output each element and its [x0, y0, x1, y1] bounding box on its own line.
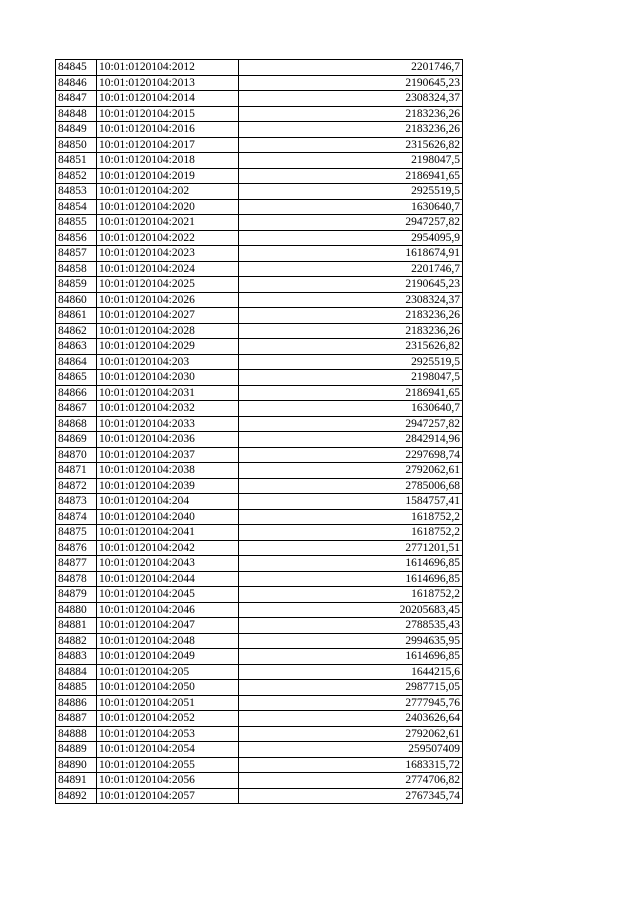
cadastral-value-cell: 2198047,5 — [239, 153, 463, 169]
table-row — [56, 75, 463, 91]
row-number-cell: 84876 — [56, 540, 97, 556]
table-row — [56, 509, 463, 525]
row-number-cell: 84871 — [56, 463, 97, 479]
cadastral-number-cell: 10:01:0120104:2023 — [97, 246, 239, 262]
cadastral-value-cell: 1630640,7 — [239, 199, 463, 215]
cadastral-number-cell: 10:01:0120104:2020 — [97, 199, 239, 215]
cadastral-number-cell: 10:01:0120104:2053 — [97, 726, 239, 742]
cadastral-value-cell: 2785006,68 — [239, 478, 463, 494]
cadastral-value-cell: 2190645,23 — [239, 277, 463, 293]
table-row — [56, 773, 463, 789]
cadastral-number-cell: 10:01:0120104:205 — [97, 664, 239, 680]
table-row — [56, 463, 463, 479]
cadastral-number-cell: 10:01:0120104:2054 — [97, 742, 239, 758]
row-number-cell: 84881 — [56, 618, 97, 634]
table-body — [56, 60, 463, 804]
row-number-cell: 84864 — [56, 354, 97, 370]
table-row — [56, 215, 463, 231]
cadastral-value-cell: 1614696,85 — [239, 556, 463, 572]
cadastral-value-cell: 2201746,7 — [239, 60, 463, 76]
cadastral-number-cell: 10:01:0120104:2052 — [97, 711, 239, 727]
cadastral-value-cell: 2186941,65 — [239, 168, 463, 184]
cadastral-number-cell: 10:01:0120104:2013 — [97, 75, 239, 91]
cadastral-number-cell: 10:01:0120104:203 — [97, 354, 239, 370]
cadastral-value-cell: 2947257,82 — [239, 215, 463, 231]
cadastral-value-cell: 2198047,5 — [239, 370, 463, 386]
cadastral-value-cell: 2792062,61 — [239, 726, 463, 742]
cadastral-number-cell: 10:01:0120104:2056 — [97, 773, 239, 789]
cadastral-value-cell: 259507409 — [239, 742, 463, 758]
table-row — [56, 91, 463, 107]
row-number-cell: 84859 — [56, 277, 97, 293]
row-number-cell: 84851 — [56, 153, 97, 169]
cadastral-value-cell: 2183236,26 — [239, 323, 463, 339]
table-row — [56, 757, 463, 773]
row-number-cell: 84856 — [56, 230, 97, 246]
cadastral-value-cell: 2788535,43 — [239, 618, 463, 634]
table-row — [56, 153, 463, 169]
cadastral-number-cell: 10:01:0120104:2032 — [97, 401, 239, 417]
row-number-cell: 84891 — [56, 773, 97, 789]
cadastral-value-cell: 2186941,65 — [239, 385, 463, 401]
cadastral-number-cell: 10:01:0120104:2033 — [97, 416, 239, 432]
row-number-cell: 84850 — [56, 137, 97, 153]
cadastral-number-cell: 10:01:0120104:2048 — [97, 633, 239, 649]
table-row — [56, 246, 463, 262]
row-number-cell: 84863 — [56, 339, 97, 355]
cadastral-number-cell: 10:01:0120104:2015 — [97, 106, 239, 122]
cadastral-value-cell: 2403626,64 — [239, 711, 463, 727]
row-number-cell: 84852 — [56, 168, 97, 184]
row-number-cell: 84878 — [56, 571, 97, 587]
row-number-cell: 84882 — [56, 633, 97, 649]
cadastral-number-cell: 10:01:0120104:2025 — [97, 277, 239, 293]
cadastral-value-cell: 1618674,91 — [239, 246, 463, 262]
cadastral-number-cell: 10:01:0120104:2018 — [97, 153, 239, 169]
cadastral-value-cell: 1618752,2 — [239, 525, 463, 541]
cadastral-number-cell: 10:01:0120104:2022 — [97, 230, 239, 246]
table-row — [56, 308, 463, 324]
cadastral-value-cell: 20205683,45 — [239, 602, 463, 618]
row-number-cell: 84879 — [56, 587, 97, 603]
table-row — [56, 618, 463, 634]
row-number-cell: 84867 — [56, 401, 97, 417]
cadastral-value-cell: 2994635,95 — [239, 633, 463, 649]
cadastral-number-cell: 10:01:0120104:2047 — [97, 618, 239, 634]
cadastral-number-cell: 10:01:0120104:2043 — [97, 556, 239, 572]
row-number-cell: 84880 — [56, 602, 97, 618]
row-number-cell: 84868 — [56, 416, 97, 432]
row-number-cell: 84858 — [56, 261, 97, 277]
row-number-cell: 84847 — [56, 91, 97, 107]
row-number-cell: 84846 — [56, 75, 97, 91]
table-row — [56, 664, 463, 680]
row-number-cell: 84875 — [56, 525, 97, 541]
cadastral-number-cell: 10:01:0120104:2028 — [97, 323, 239, 339]
cadastral-number-cell: 10:01:0120104:2046 — [97, 602, 239, 618]
table-row — [56, 742, 463, 758]
row-number-cell: 84885 — [56, 680, 97, 696]
table-row — [56, 416, 463, 432]
cadastral-value-cell: 1644215,6 — [239, 664, 463, 680]
row-number-cell: 84873 — [56, 494, 97, 510]
cadastral-number-cell: 10:01:0120104:2030 — [97, 370, 239, 386]
cadastral-number-cell: 10:01:0120104:2041 — [97, 525, 239, 541]
cadastral-number-cell: 10:01:0120104:2027 — [97, 308, 239, 324]
row-number-cell: 84877 — [56, 556, 97, 572]
row-number-cell: 84888 — [56, 726, 97, 742]
row-number-cell: 84849 — [56, 122, 97, 138]
row-number-cell: 84848 — [56, 106, 97, 122]
cadastral-number-cell: 10:01:0120104:2044 — [97, 571, 239, 587]
cadastral-value-cell: 2183236,26 — [239, 308, 463, 324]
table-row — [56, 277, 463, 293]
cadastral-value-cell: 2297698,74 — [239, 447, 463, 463]
cadastral-value-cell: 2774706,82 — [239, 773, 463, 789]
row-number-cell: 84886 — [56, 695, 97, 711]
table-row — [56, 184, 463, 200]
cadastral-number-cell: 10:01:0120104:2016 — [97, 122, 239, 138]
cadastral-number-cell: 10:01:0120104:2019 — [97, 168, 239, 184]
cadastral-value-cell: 2771201,51 — [239, 540, 463, 556]
row-number-cell: 84854 — [56, 199, 97, 215]
table-row — [56, 695, 463, 711]
cadastral-value-cell: 2201746,7 — [239, 261, 463, 277]
table-row — [56, 261, 463, 277]
cadastral-value-cell: 2315626,82 — [239, 339, 463, 355]
row-number-cell: 84869 — [56, 432, 97, 448]
cadastral-value-table — [55, 59, 463, 804]
cadastral-value-cell: 2183236,26 — [239, 122, 463, 138]
cadastral-number-cell: 10:01:0120104:2042 — [97, 540, 239, 556]
cadastral-number-cell: 10:01:0120104:2040 — [97, 509, 239, 525]
cadastral-number-cell: 10:01:0120104:2017 — [97, 137, 239, 153]
table-row — [56, 587, 463, 603]
cadastral-value-cell: 2308324,37 — [239, 292, 463, 308]
row-number-cell: 84874 — [56, 509, 97, 525]
row-number-cell: 84884 — [56, 664, 97, 680]
row-number-cell: 84866 — [56, 385, 97, 401]
table-row — [56, 788, 463, 804]
cadastral-number-cell: 10:01:0120104:2039 — [97, 478, 239, 494]
row-number-cell: 84865 — [56, 370, 97, 386]
cadastral-value-cell: 1614696,85 — [239, 571, 463, 587]
cadastral-number-cell: 10:01:0120104:2055 — [97, 757, 239, 773]
cadastral-number-cell: 10:01:0120104:2036 — [97, 432, 239, 448]
table-row — [56, 680, 463, 696]
row-number-cell: 84862 — [56, 323, 97, 339]
table-row — [56, 199, 463, 215]
row-number-cell: 84870 — [56, 447, 97, 463]
table-row — [56, 633, 463, 649]
table-row — [56, 556, 463, 572]
cadastral-number-cell: 10:01:0120104:2045 — [97, 587, 239, 603]
cadastral-number-cell: 10:01:0120104:2049 — [97, 649, 239, 665]
row-number-cell: 84861 — [56, 308, 97, 324]
table-row — [56, 432, 463, 448]
cadastral-number-cell: 10:01:0120104:2021 — [97, 215, 239, 231]
cadastral-number-cell: 10:01:0120104:2037 — [97, 447, 239, 463]
table-row — [56, 711, 463, 727]
table-row — [56, 540, 463, 556]
table-row — [56, 494, 463, 510]
table-row — [56, 292, 463, 308]
cadastral-value-cell: 2308324,37 — [239, 91, 463, 107]
cadastral-number-cell: 10:01:0120104:2026 — [97, 292, 239, 308]
table-row — [56, 60, 463, 76]
table-row — [56, 354, 463, 370]
table-row — [56, 370, 463, 386]
cadastral-number-cell: 10:01:0120104:2024 — [97, 261, 239, 277]
row-number-cell: 84890 — [56, 757, 97, 773]
table-row — [56, 726, 463, 742]
row-number-cell: 84857 — [56, 246, 97, 262]
cadastral-number-cell: 10:01:0120104:202 — [97, 184, 239, 200]
cadastral-number-cell: 10:01:0120104:204 — [97, 494, 239, 510]
cadastral-number-cell: 10:01:0120104:2012 — [97, 60, 239, 76]
row-number-cell: 84872 — [56, 478, 97, 494]
table-row — [56, 323, 463, 339]
cadastral-value-cell: 2954095,9 — [239, 230, 463, 246]
table-row — [56, 137, 463, 153]
table-row — [56, 385, 463, 401]
row-number-cell: 84853 — [56, 184, 97, 200]
row-number-cell: 84887 — [56, 711, 97, 727]
table-row — [56, 478, 463, 494]
cadastral-value-cell: 2315626,82 — [239, 137, 463, 153]
cadastral-number-cell: 10:01:0120104:2051 — [97, 695, 239, 711]
cadastral-value-cell: 1630640,7 — [239, 401, 463, 417]
cadastral-number-cell: 10:01:0120104:2057 — [97, 788, 239, 804]
table-row — [56, 571, 463, 587]
cadastral-value-cell: 2925519,5 — [239, 354, 463, 370]
row-number-cell: 84855 — [56, 215, 97, 231]
table-row — [56, 230, 463, 246]
row-number-cell: 84860 — [56, 292, 97, 308]
cadastral-value-cell: 2842914,96 — [239, 432, 463, 448]
table-row — [56, 649, 463, 665]
table-row — [56, 602, 463, 618]
row-number-cell: 84883 — [56, 649, 97, 665]
cadastral-number-cell: 10:01:0120104:2031 — [97, 385, 239, 401]
table-row — [56, 168, 463, 184]
cadastral-value-cell: 2183236,26 — [239, 106, 463, 122]
cadastral-value-cell: 2947257,82 — [239, 416, 463, 432]
table-row — [56, 122, 463, 138]
table-row — [56, 447, 463, 463]
row-number-cell: 84845 — [56, 60, 97, 76]
cadastral-value-cell: 1683315,72 — [239, 757, 463, 773]
table-row — [56, 401, 463, 417]
cadastral-number-cell: 10:01:0120104:2038 — [97, 463, 239, 479]
cadastral-value-cell: 2987715,05 — [239, 680, 463, 696]
cadastral-value-cell: 2190645,23 — [239, 75, 463, 91]
table-row — [56, 106, 463, 122]
cadastral-number-cell: 10:01:0120104:2029 — [97, 339, 239, 355]
cadastral-value-cell: 1618752,2 — [239, 509, 463, 525]
cadastral-value-cell: 2767345,74 — [239, 788, 463, 804]
table-row — [56, 525, 463, 541]
cadastral-value-cell: 2777945,76 — [239, 695, 463, 711]
row-number-cell: 84892 — [56, 788, 97, 804]
cadastral-value-cell: 1614696,85 — [239, 649, 463, 665]
cadastral-value-cell: 1618752,2 — [239, 587, 463, 603]
cadastral-number-cell: 10:01:0120104:2014 — [97, 91, 239, 107]
table-row — [56, 339, 463, 355]
cadastral-value-cell: 2925519,5 — [239, 184, 463, 200]
cadastral-value-cell: 2792062,61 — [239, 463, 463, 479]
row-number-cell: 84889 — [56, 742, 97, 758]
cadastral-number-cell: 10:01:0120104:2050 — [97, 680, 239, 696]
cadastral-value-cell: 1584757,41 — [239, 494, 463, 510]
